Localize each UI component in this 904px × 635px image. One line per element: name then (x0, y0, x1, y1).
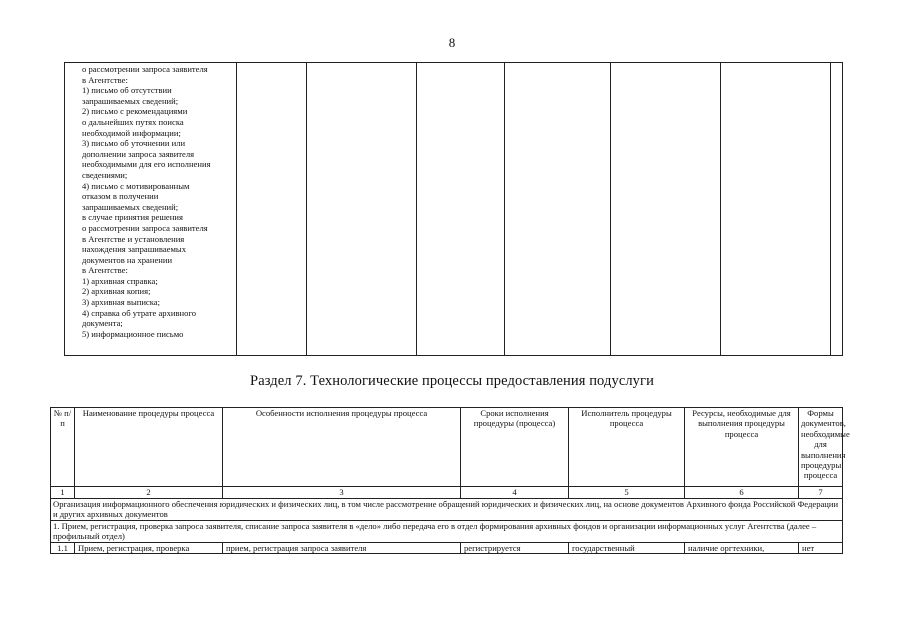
result-line: 4) справка об утрате архивного (82, 307, 197, 318)
result-line: необходимой информации; (82, 127, 181, 138)
header-name: Наименование процедуры процесса (75, 408, 223, 487)
column-number: 5 (569, 487, 685, 499)
header-terms: Сроки исполнения процедуры (процесса) (461, 408, 569, 487)
result-cell (65, 63, 237, 356)
result-line: отказом в получении (82, 191, 159, 202)
result-line: сведениями; (82, 169, 128, 180)
empty-cell (831, 63, 843, 356)
result-line: 3) письмо об уточнении или (82, 138, 186, 149)
service-row (51, 499, 843, 521)
row-resources: наличие оргтехники, (685, 542, 799, 553)
column-number: 6 (685, 487, 799, 499)
result-line: в Агентстве: (82, 74, 128, 85)
result-line: 5) информационное письмо (82, 328, 184, 339)
result-line: 4) письмо с мотивированным (82, 180, 190, 191)
result-line: запрашиваемых сведений; (82, 95, 179, 106)
row-executor: государственный (569, 542, 685, 553)
result-line: 2) письмо с рекомендациями (82, 106, 188, 117)
result-line: о дальнейших путях поиска (82, 116, 184, 127)
header-num: № п/п (51, 408, 75, 487)
process-table (50, 407, 850, 554)
column-number: 2 (75, 487, 223, 499)
row-num: 1.1 (51, 542, 75, 553)
header-row (51, 408, 843, 487)
continuation-table (64, 62, 843, 356)
result-line: документов на хранении (82, 254, 173, 265)
column-number: 1 (51, 487, 75, 499)
service-title: Организация информационного обеспечения юридических и физических лиц, в том числе рассмотрение обращений юридических и физических лиц, на основе документов Архивного фонда Российской Федерации и других архивных документов (51, 499, 843, 521)
table-row (65, 63, 843, 356)
result-line: в случае принятия решения (82, 212, 183, 223)
header-resources: Ресурсы, необходимые для выполнения процедуры процесса (685, 408, 799, 487)
section-title: Раздел 7. Технологические процессы предоставления подуслуги (250, 373, 654, 389)
result-line: нахождения запрашиваемых (82, 244, 186, 255)
subsection-title: 1. Прием, регистрация, проверка запроса заявителя, списание запроса заявителя в «дело» либо передача его в отдел формирования архивных фондов и организации информационных услуг Агентства (далее – профильный отдел) (51, 520, 843, 542)
result-line: дополнении запроса заявителя (82, 148, 195, 159)
header-forms: Формы документов, необходимые для выполнения процедуры процесса (799, 408, 843, 487)
table-row (51, 542, 843, 553)
result-line: необходимыми для его исполнения (82, 159, 211, 170)
column-number-row (51, 487, 843, 499)
result-line: 2) архивная копия; (82, 286, 151, 297)
result-line: в Агентстве и установления (82, 233, 185, 244)
empty-cell (237, 63, 307, 356)
empty-cell (417, 63, 505, 356)
result-line: запрашиваемых сведений; (82, 201, 179, 212)
row-name: Прием, регистрация, проверка (75, 542, 223, 553)
header-executor: Исполнитель процедуры процесса (569, 408, 685, 487)
result-list (65, 63, 236, 339)
header-features: Особенности исполнения процедуры процесса (223, 408, 461, 487)
page-number: 8 (448, 35, 456, 50)
result-line: 3) архивная выписка; (82, 297, 160, 308)
empty-cell (721, 63, 831, 356)
row-forms: нет (799, 542, 843, 553)
result-line: документа; (82, 318, 123, 329)
column-number: 4 (461, 487, 569, 499)
result-line: о рассмотрении запроса заявителя (82, 64, 208, 74)
result-line: в Агентстве: (82, 265, 128, 276)
result-line: о рассмотрении запроса заявителя (82, 222, 208, 233)
empty-cell (307, 63, 417, 356)
row-terms: регистрируется (461, 542, 569, 553)
empty-cell (611, 63, 721, 356)
row-features: прием, регистрация запроса заявителя (223, 542, 461, 553)
column-number: 3 (223, 487, 461, 499)
result-line: 1) письмо об отсутствии (82, 85, 172, 96)
result-line: 1) архивная справка; (82, 275, 158, 286)
column-number: 7 (799, 487, 843, 499)
empty-cell (505, 63, 611, 356)
subsection-row (51, 520, 843, 542)
